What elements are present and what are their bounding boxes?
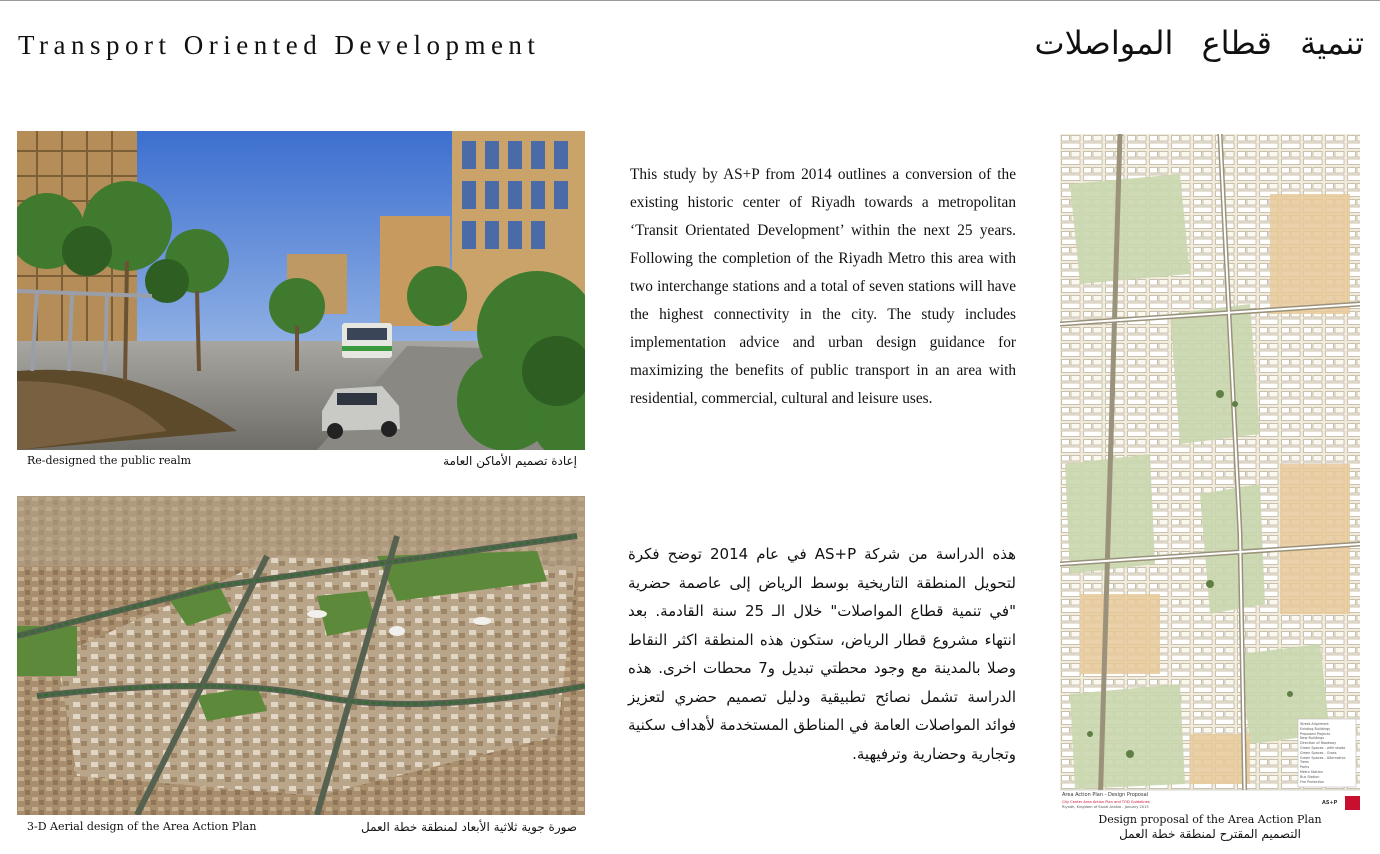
map-legend: Street Alignment Existing Buildings Proposed Projects New Buildings Direction of Roadway Green Spaces - with shade Green Spaces - Grass Green Spaces - Alternative Trees Parks Metro Station Bus Station Fire Protection — [1300, 722, 1346, 784]
description-english: This study by AS+P from 2014 outlines a conversion of the existing historic center of Riyadh towards a metropolitan ‘Transit Orientated Development’ within the next 25 years. Following the completion of the Riyadh Metro this area with two interchange stations and a total of seven stations will have the highest connectivity in the city. The study includes implementation advice and urban design guidance for maximizing the benefits of public transport in an area with residential, commercial, cultural and leisure uses. — [630, 166, 1016, 407]
area-action-plan-map — [1060, 134, 1360, 812]
aerial-caption-en: 3-D Aerial design of the Area Action Plan — [27, 820, 257, 833]
aerial-caption-ar: صورة جوية ثلاثية الأبعاد لمنطقة خطة العمل — [360, 820, 577, 834]
public-realm-rendering — [17, 131, 585, 450]
map-sheet-subtitle: City Center Area Action Plan and TOD Guidelines — [1062, 800, 1150, 804]
map-caption-en: Design proposal of the Area Action Plan — [1098, 813, 1322, 826]
page-title-english: Transport Oriented Development — [18, 30, 541, 60]
public-realm-caption-en: Re-designed the public realm — [27, 454, 192, 467]
aerial-rendering — [17, 496, 585, 815]
top-rule — [0, 0, 1380, 1]
firm-logo: AS+P — [1322, 800, 1338, 806]
description-arabic: هذه الدراسة من شركة AS+P في عام 2014 توضح فكرة لتحويل المنطقة التاريخية بوسط الرياض إلى عاصمة حضرية "في تنمية قطاع المواصلات" خلال الـ 25 سنة القادمة. بعد انتهاء مشروع قطار الرياض، ستكون هذه المنطقة اكثر النقاط وصلا بالمدينة مع وجود محطتي تبديل و7 محطات اخرى. هذه الدراسة تشمل نصائح تطبيقية ودليل تصميم حضري لتعزيز فوائد المواصلات العامة في المناطق المستخدمة لأهداف سكنية وتجارية وحضارية وترفيهية. — [628, 545, 1016, 763]
page-title-arabic: تنمية قطاع المواصلات — [1034, 24, 1364, 62]
map-sheet-location: Riyadh, Kingdom of Saudi Arabia - January 2015 — [1062, 805, 1149, 809]
public-realm-caption-ar: إعادة تصميم الأماكن العامة — [443, 454, 577, 468]
map-caption-ar: التصميم المقترح لمنطقة خطة العمل — [1119, 827, 1301, 841]
map-sheet-title: Area Action Plan - Design Proposal — [1062, 792, 1149, 798]
